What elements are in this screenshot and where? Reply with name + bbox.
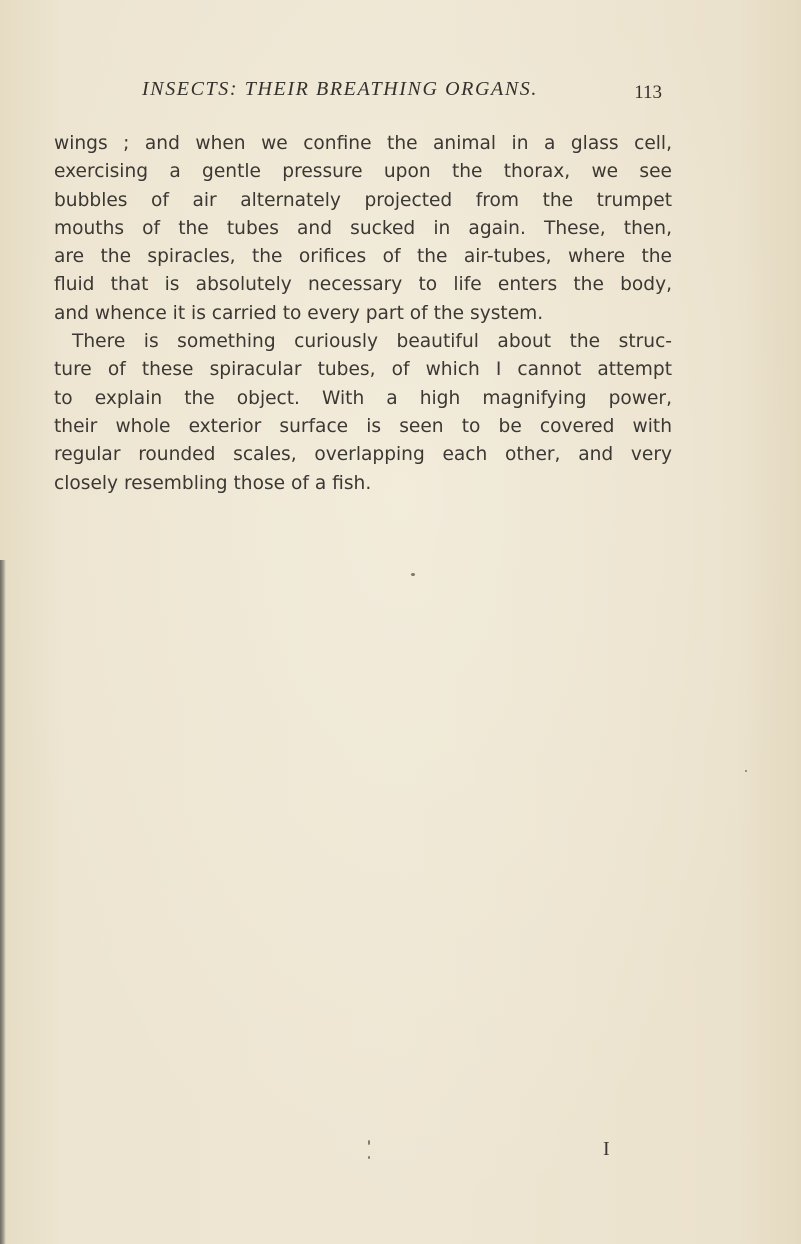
- paper-speck: [411, 573, 415, 576]
- binding-edge: [0, 560, 6, 1244]
- text-line: There is something curiously beautiful about the struc-: [72, 331, 672, 353]
- text-line: bubbles of air alternately projected from the trumpet: [54, 189, 672, 211]
- text-line: closely resembling those of a fish.: [54, 472, 372, 494]
- text-line: mouths of the tubes and sucked in again. These, then,: [54, 217, 672, 239]
- text-line: their whole exterior surface is seen to be covered with: [54, 415, 672, 437]
- text-line: ture of these spiracular tubes, of which I cannot attempt: [54, 359, 672, 381]
- paper-speck: [745, 770, 747, 772]
- paper-speck: [368, 1140, 370, 1145]
- signature-mark: I: [603, 1138, 610, 1160]
- body-text: [54, 130, 672, 498]
- text-line: to explain the object. With a high magnifying power,: [54, 387, 672, 409]
- text-line: wings ; and when we confine the animal in a glass cell,: [54, 133, 672, 154]
- text-line: and whence it is carried to every part of the system.: [54, 302, 544, 324]
- paragraph-1: [54, 130, 672, 328]
- running-head-title: INSECTS: THEIR BREATHING ORGANS.: [142, 78, 538, 100]
- paragraph-2: [54, 328, 672, 498]
- paper-speck: [368, 1156, 370, 1159]
- text-line: fluid that is absolutely necessary to life enters the body,: [54, 274, 672, 296]
- page-number: 113: [634, 82, 662, 103]
- text-line: exercising a gentle pressure upon the thorax, we see: [54, 161, 672, 183]
- text-line: regular rounded scales, overlapping each other, and very: [54, 444, 672, 466]
- text-line: are the spiracles, the orifices of the air-tubes, where the: [54, 246, 672, 268]
- running-head: [142, 78, 662, 104]
